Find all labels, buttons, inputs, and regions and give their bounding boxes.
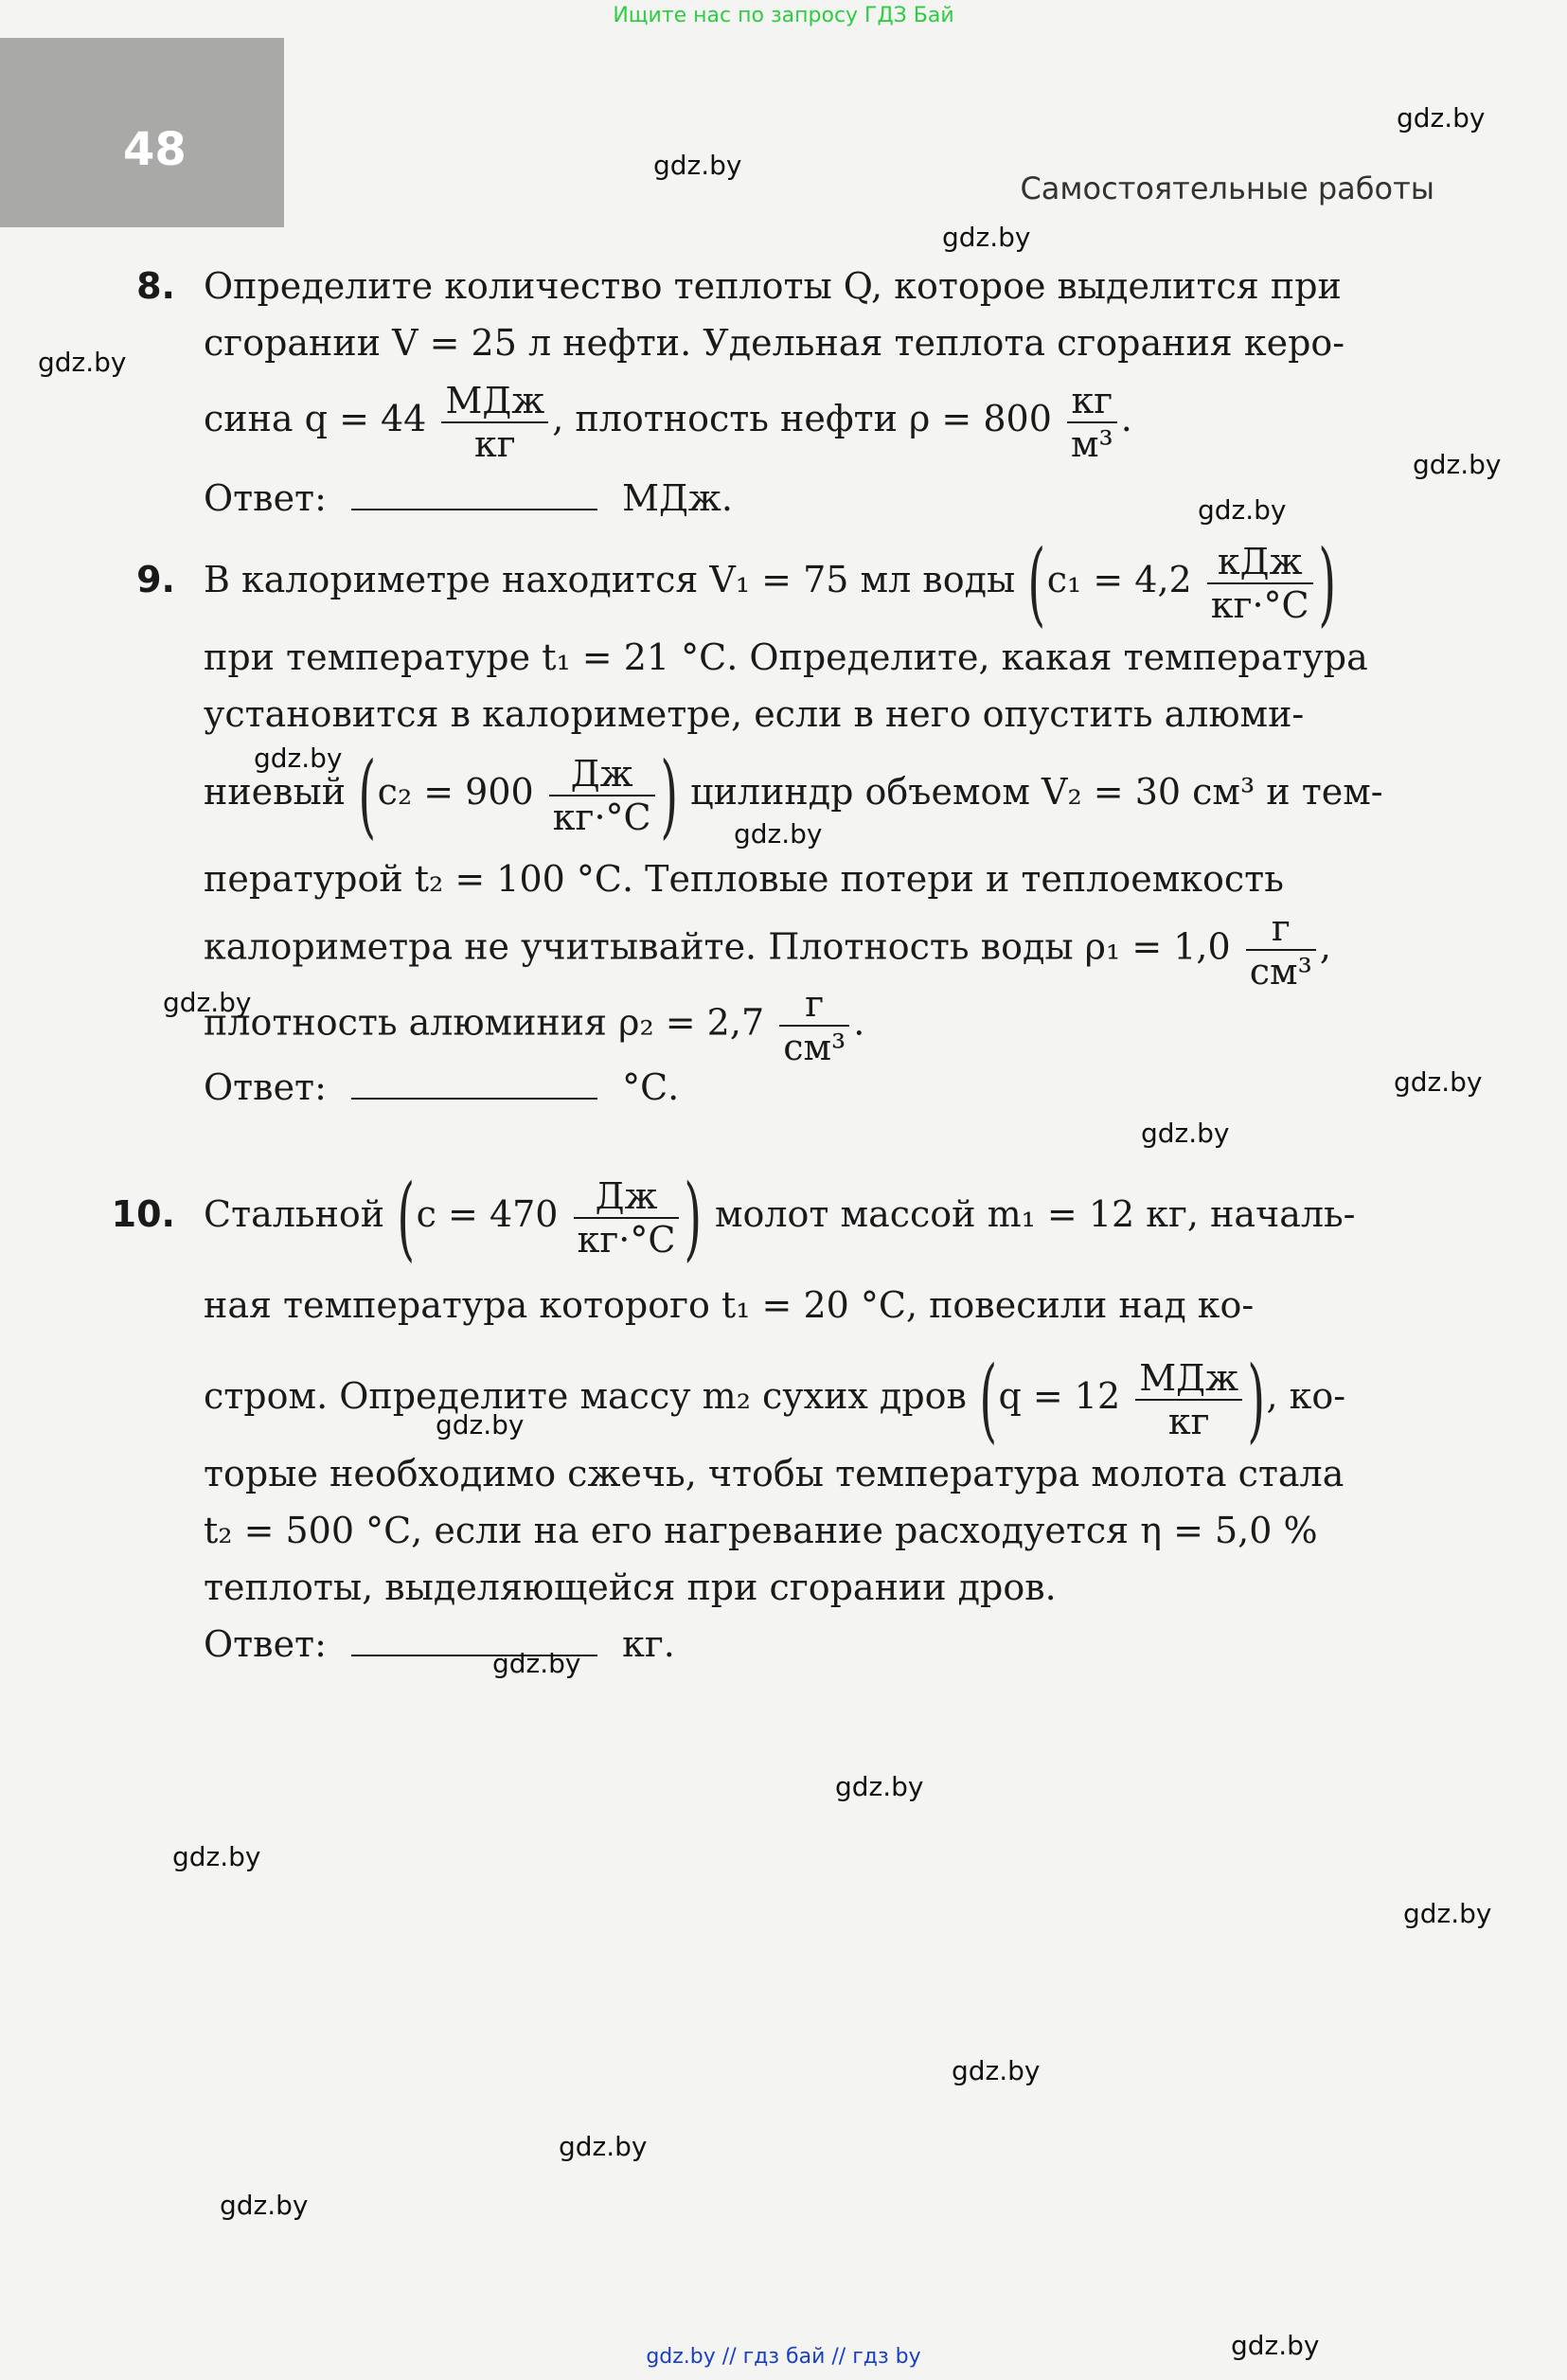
right-parenthesis: ) [684,1164,703,1271]
watermark: gdz.by [1394,1066,1483,1098]
watermark: gdz.by [942,222,1031,253]
right-parenthesis: ) [1247,1346,1266,1453]
problem-text-line: установится в калориметре, если в него опустить алюми- [204,693,1305,735]
watermark: gdz.by [163,987,252,1018]
fraction-denominator: кг·°С [577,1218,676,1261]
problem-text-line [204,1346,1434,1453]
answer-unit: МДж. [622,477,733,519]
page-number: 48 [123,123,187,176]
watermark: gdz.by [1397,102,1486,134]
watermark: gdz.by [952,2055,1041,2086]
fraction-numerator: г [779,983,849,1027]
text-fragment: . [1120,398,1132,439]
watermark: gdz.by [1413,449,1502,480]
left-parenthesis: ( [979,1346,998,1453]
text-fragment: калориметра не учитывайте. Плотность воды ρ₁ = 1,0 [204,925,1231,968]
problem-text-line [204,529,1434,636]
answer-blank[interactable] [351,1065,597,1100]
problem-10 [111,1164,1434,1673]
problem-text-line: Определите количество теплоты Q, которое выделится при [204,265,1342,307]
fraction-numerator: кДж [1207,541,1313,584]
watermark: gdz.by [492,1648,581,1679]
text-fragment: сина q = 44 [204,398,427,439]
problem-8 [136,258,1434,527]
right-parenthesis: ) [1318,529,1336,636]
fraction-numerator: МДж [1135,1357,1242,1401]
fraction-numerator: Дж [549,753,655,796]
fraction-numerator: г [1246,907,1316,951]
fraction [1067,380,1117,465]
text-fragment: молот массой m₁ = 12 кг, началь- [714,1193,1356,1235]
watermark: gdz.by [220,2190,309,2221]
left-parenthesis: ( [358,742,377,849]
fraction-denominator: кг·°С [552,796,651,838]
fraction-denominator: кг [474,422,516,465]
text-fragment: цилиндр объемом V₂ = 30 см³ и тем- [690,771,1383,813]
fraction-numerator: Дж [574,1175,680,1219]
answer-label: Ответ: [204,477,327,519]
text-fragment: плотность алюминия ρ₂ = 2,7 [204,1001,765,1044]
text-fragment: стром. Определите массу m₂ сухих дров [204,1375,967,1417]
problem-text-line: пературой t₂ = 100 °С. Тепловые потери и теплоемкость [204,858,1284,900]
problem-number: 9. [136,559,175,600]
answer-unit: °С. [622,1066,680,1108]
answer-line [204,1616,1434,1673]
text-fragment: . [853,1001,865,1044]
watermark: gdz.by [1403,1898,1492,1929]
problem-text-line: теплоты, выделяющейся при сгорании дров. [204,1566,1057,1608]
answer-blank[interactable] [351,476,597,510]
problem-text-line [204,907,1434,993]
fraction-denominator: кг·°С [1210,583,1309,626]
watermark: gdz.by [1141,1118,1230,1149]
text-fragment: ниевый [204,771,347,813]
watermark: gdz.by [653,150,742,181]
fraction-denominator: см³ [783,1027,846,1068]
specific-heat-label: c₁ = 4,2 [1046,559,1192,600]
specific-heat-label: c = 470 [416,1193,559,1235]
fraction [441,380,548,465]
heat-of-combustion-label: q = 12 [998,1375,1121,1417]
problem-text-line: ная температура которого t₁ = 20 °С, повесили над ко- [204,1284,1255,1326]
fraction-numerator: кг [1067,380,1117,423]
section-title: Самостоятельные работы [1020,170,1434,206]
text-fragment: В калориметре находится V₁ = 75 мл воды [204,559,1016,600]
answer-label: Ответ: [204,1066,327,1108]
fraction-denominator: кг [1167,1400,1210,1442]
text-fragment: Стальной [204,1193,385,1235]
problem-number: 10. [111,1193,175,1235]
watermark: gdz.by [835,1771,924,1802]
fraction [1246,907,1316,993]
text-fragment: , [1319,925,1331,968]
problem-text-line [204,371,1434,466]
watermark: gdz.by [1198,494,1287,526]
watermark: gdz.by [172,1841,261,1872]
fraction [1207,541,1313,626]
fraction-numerator: МДж [441,380,548,423]
problem-text-line: торые необходимо сжечь, чтобы температура молота стала [204,1453,1344,1494]
left-parenthesis: ( [1027,529,1046,636]
left-parenthesis: ( [397,1164,416,1271]
watermark: gdz.by [559,2131,648,2162]
text-fragment: , плотность нефти ρ = 800 [552,398,1052,439]
right-parenthesis: ) [659,742,678,849]
problem-text-line [204,983,1434,1068]
fraction [779,983,849,1068]
fraction-denominator: см³ [1249,951,1312,993]
answer-label: Ответ: [204,1623,327,1665]
fraction [1135,1357,1242,1442]
watermark: gdz.by [38,347,127,378]
fraction [574,1175,680,1261]
watermark: gdz.by [734,818,823,850]
text-fragment: , ко- [1266,1375,1346,1417]
problem-text-line [204,1164,1434,1271]
problem-number: 8. [136,265,175,307]
answer-unit: кг. [622,1623,675,1665]
problem-text-line: при температуре t₁ = 21 °С. Определите, какая температура [204,636,1368,678]
specific-heat-label: c₂ = 900 [377,771,534,813]
fraction [549,753,655,838]
problem-text-line: сгорании V = 25 л нефти. Удельная теплота сгорания керо- [204,322,1345,364]
problem-text-line: t₂ = 500 °С, если на его нагревание расходуется η = 5,0 % [204,1510,1318,1551]
watermark: gdz.by [436,1409,525,1441]
top-banner-link[interactable]: Ищите нас по запросу ГДЗ Бай [613,4,954,27]
watermark: gdz.by [254,743,343,774]
watermark: gdz.by [1231,2330,1320,2361]
fraction-denominator: м³ [1070,422,1113,465]
bottom-banner-link[interactable]: gdz.by // гдз бай // гдз by [646,2345,921,2369]
